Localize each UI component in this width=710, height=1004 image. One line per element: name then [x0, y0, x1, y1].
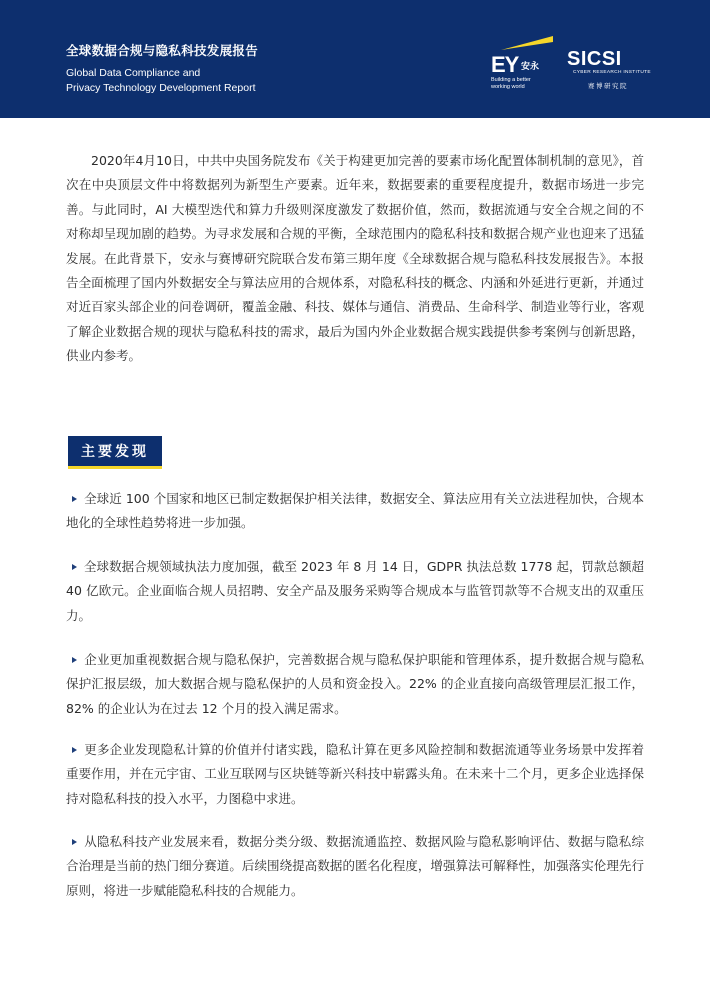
finding-text: 企业更加重视数据合规与隐私保护，完善数据合规与隐私保护职能和管理体系，提升数据合规与隐私保护汇报层级，加大数据合规与隐私保护的人员和资金投入。22% 的企业直接向高级管理层汇报工作，82% 的企业认为在过去 12 个月的投入满足需求。 — [66, 652, 644, 716]
intro-paragraph: 2020年4月10日，中共中央国务院发布《关于构建更加完善的要素市场化配置体制机制的意见》，首次在中央顶层文件中将数据列为新型生产要素。近年来，数据要素的重要程度提升，数据市场进一步完善。与此同时，AI 大模型迭代和算力升级则深度激发了数据价值，然而，数据流通与安全合规之间的不对称却呈现加剧的趋势。为寻求发展和合规的平衡，全球范围内的隐私科技和数据合规产业也迎来了迅猛发展。在此背景下，安永与赛博研究院联合发布第三期年度《全球数据合规与隐私科技发展报告》。本报告全面梳理了国内外数据安全与算法应用的合规体系，对隐私科技的概念、内涵和外延进行更新，并通过对近百家头部企业的问卷调研，覆盖金融、科技、媒体与通信、消费品、生命科学、制造业等行业，客观了解企业数据合规的现状与隐私科技的需求，最后为国内外企业数据合规实践提供参考案例与创新思路，供业内参考。 — [66, 153, 644, 364]
finding-item — [66, 487, 644, 536]
bullet-arrow-icon — [72, 564, 77, 570]
bullet-arrow-icon — [72, 839, 77, 845]
finding-text: 全球数据合规领域执法力度加强，截至 2023 年 8 月 14 日，GDPR 执法总数 1778 起，罚款总额超 40 亿欧元。企业面临合规人员招聘、安全产品及服务采购等合规成本与监管罚款等不合规支出的双重压力。 — [66, 559, 644, 623]
finding-text: 全球近 100 个国家和地区已制定数据保护相关法律，数据安全、算法应用有关立法进程加快，合规本地化的全球性趋势将进一步加强。 — [66, 491, 644, 531]
finding-text: 更多企业发现隐私计算的价值并付诸实践，隐私计算在更多风险控制和数据流通等业务场景中发挥着重要作用，并在元宇宙、工业互联网与区块链等新兴科技中崭露头角。在未来十二个月，更多企业选择保持对隐私科技的投入水平，力图稳中求进。 — [66, 742, 644, 806]
ey-tagline — [491, 77, 561, 90]
sicsi-logo-mark: SICSI — [567, 48, 622, 70]
finding-item — [66, 738, 644, 811]
report-title-en-line2: Privacy Technology Development Report — [66, 82, 256, 94]
ey-logo — [491, 36, 553, 94]
report-title-en-line1: Global Data Compliance and — [66, 67, 201, 79]
bullet-arrow-icon — [72, 747, 77, 753]
ey-tagline-line1: Building a better — [491, 77, 531, 83]
bullet-arrow-icon — [72, 657, 77, 663]
finding-item — [66, 830, 644, 903]
report-header — [0, 0, 710, 118]
ey-logo-mark: EY — [491, 52, 519, 77]
sicsi-logo-cn: 赛博研究院 — [588, 82, 628, 90]
finding-text: 从隐私科技产业发展来看，数据分类分级、数据流通监控、数据风险与隐私影响评估、数据与隐私综合治理是当前的热门细分赛道。后续围绕提高数据的匿名化程度，增强算法可解释性，加强落实伦理先行原则，将进一步赋能隐私科技的合规能力。 — [66, 834, 644, 898]
ey-logo-cn: 安永 — [521, 62, 540, 72]
bullet-arrow-icon — [72, 496, 77, 502]
sicsi-logo-sub: CYBER RESEARCH INSTITUTE — [573, 70, 651, 75]
finding-item — [66, 648, 644, 721]
finding-item — [66, 555, 644, 628]
report-title-en — [66, 66, 256, 96]
report-title-zh: 全球数据合规与隐私科技发展报告 — [66, 43, 259, 58]
sicsi-logo — [567, 48, 657, 98]
ey-tagline-line2: working world — [491, 83, 525, 90]
section-title-key-findings: 主要发现 — [68, 436, 162, 469]
